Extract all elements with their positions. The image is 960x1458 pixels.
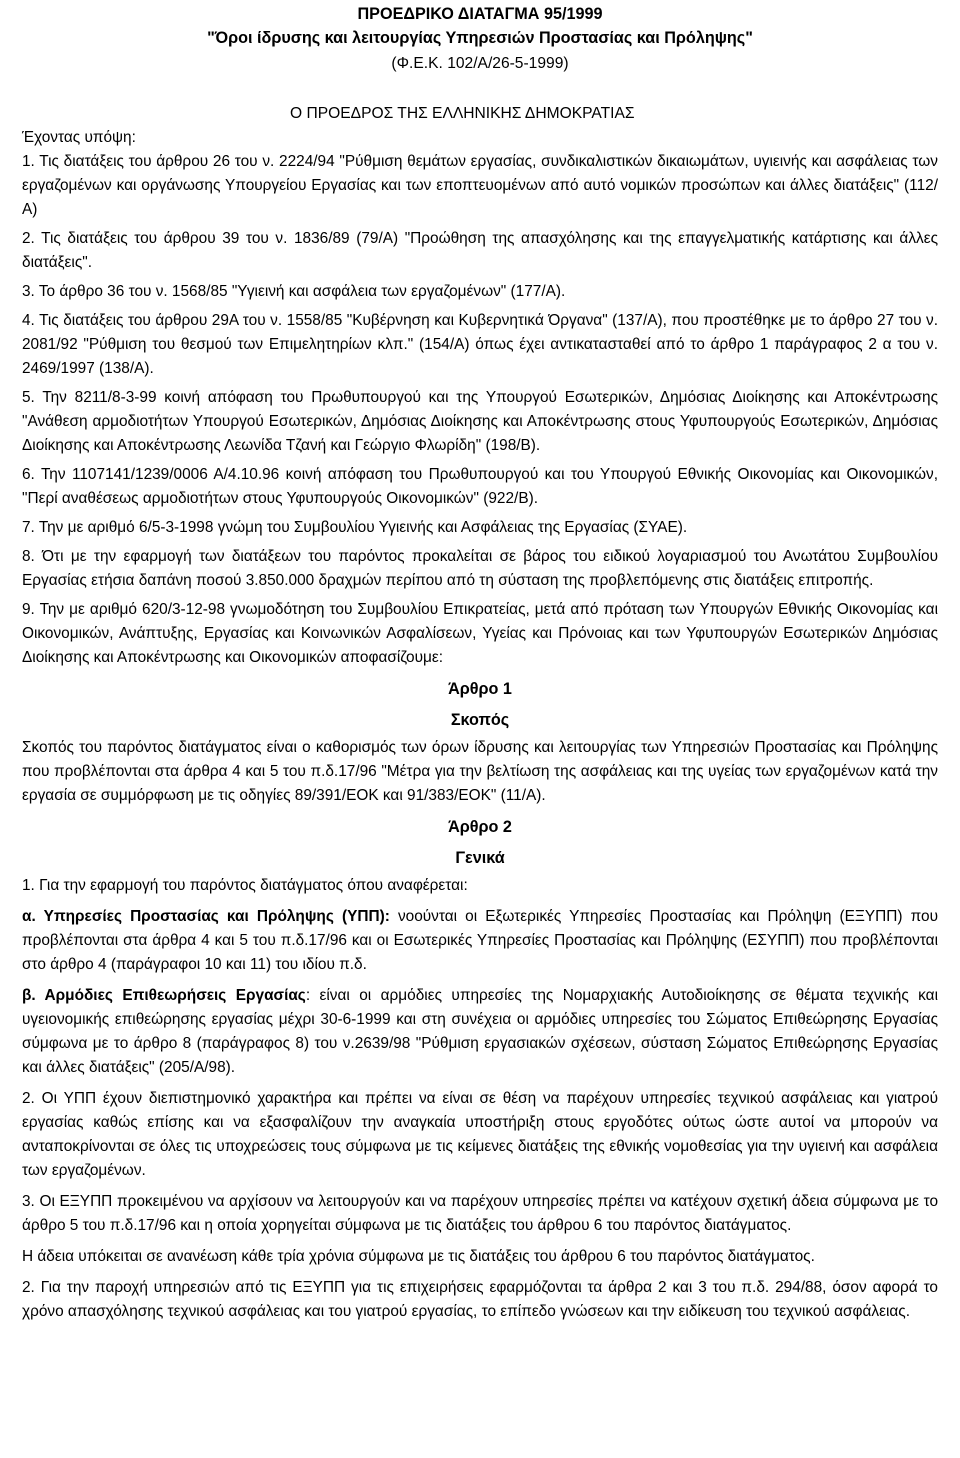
definition-a-text: νοούνται οι Εξωτερικές Υπηρεσίες Προστασίας και Πρόληψη (ΕΞΥΠΠ) που προβλέπονται στα άρθρα 4 και 5 του π.δ.17/96 και οι Εσωτερικές Υπηρεσίες Προστασίας και Πρόληψης (ΕΣΥΠΠ) που προβλέπονται στο άρθρο 4 (παράγραφοι 10 και 11) του ιδίου π.δ. xyxy=(22,908,938,973)
recital-3: 3. Το άρθρο 36 του ν. 1568/85 "Υγιεινή και ασφάλεια των εργαζομένων" (177/Α). xyxy=(22,283,566,300)
decree-title: ΠΡΟΕΔΡΙΚΟ ΔΙΑΤΑΓΜΑ 95/1999 xyxy=(357,5,603,23)
definition-b-term: β. Αρμόδιες Επιθεωρήσεις Εργασίας xyxy=(22,987,306,1004)
article-2-title: Γενικά xyxy=(455,849,505,867)
recital-2: 2. Τις διατάξεις του άρθρου 39 του ν. 1836/89 (79/Α) "Προώθηση της απασχόλησης και της επαγγελματικής κατάρτισης και άλλες διατάξεις". xyxy=(22,230,938,271)
article-2-paragraph-2: 2. Οι ΥΠΠ έχουν διεπιστημονικό χαρακτήρα και πρέπει να είναι σε θέση να παρέχουν υπηρεσίες τεχνικού ασφάλειας και γιατρού εργασίας καθώς επίσης και να εξασφαλίζουν την αναγκαία υποστήριξη στους εργοδότες ούτως ώστε αυτοί να μπορούν να ανταποκρίνονται σε όλες τις υποχρεώσεις τους σύμφωνα με τις κείμενες διατάξεις της εθνικής νομοθεσίας για την υγιεινή και ασφάλεια των εργαζομένων. xyxy=(22,1090,938,1179)
article-1-number: Άρθρο 1 xyxy=(448,680,512,698)
definition-a xyxy=(22,905,938,977)
recital-6: 6. Την 1107141/1239/0006 Α/4.10.96 κοινή απόφαση του Πρωθυπουργού και του Υπουργού Εθνικής Οικονομίας και Οικονομικών, "Περί αναθέσεως αρμοδιοτήτων στους Υφυπουργούς Οικονομικών" (922/Β). xyxy=(22,466,938,507)
president-heading: Ο ΠΡΟΕΔΡΟΣ ΤΗΣ ΕΛΛΗΝΙΚΗΣ ΔΗΜΟΚΡΑΤΙΑΣ xyxy=(290,105,635,122)
article-2-paragraph-4: 2. Για την παροχή υπηρεσιών από τις ΕΞΥΠΠ για τις επιχειρήσεις εφαρμόζονται τα άρθρα 2 και 3 του π.δ. 294/88, όσον αφορά το χρόνο απασχόλησης τεχνικού ασφάλειας και του γιατρού εργασίας, το επίπεδο γνώσεων και την ειδίκευση του τεχνικού ασφάλειας. xyxy=(22,1279,938,1320)
article-2-number: Άρθρο 2 xyxy=(448,818,512,836)
definition-b xyxy=(22,984,938,1080)
recital-8: 8. Ότι με την εφαρμογή των διατάξεων του παρόντος προκαλείται σε βάρος του ειδικού λογαριασμού του Ανωτάτου Συμβουλίου Εργασίας ετήσια δαπάνη ποσού 3.850.000 δραχμών περίπου από τη σύσταση της προβλεπόμενης στις διατάξεις επιτροπής. xyxy=(22,548,938,589)
article-2-paragraph-3: 3. Οι ΕΞΥΠΠ προκειμένου να αρχίσουν να λειτουργούν και να παρέχουν υπηρεσίες πρέπει να κατέχουν σχετική άδεια σύμφωνα με το άρθρο 5 του π.δ.17/96 και η οποία χορηγείται σύμφωνα με τις διατάξεις του άρθρου 6 του παρόντος διατάγματος. xyxy=(22,1193,938,1234)
definition-b-text: : είναι οι αρμόδιες υπηρεσίες της Νομαρχιακής Αυτοδιοίκησης σε θέματα τεχνικής και υγειονομικής επιθεώρησης εργασίας μέχρι 30-6-1999 και στη συνέχεια οι αρμόδιες υπηρεσίες του Σώματος Επιθεώρησης Εργασίας σύμφωνα με το άρθρο 8 (παράγραφος 8) του ν.2639/98 "Ρύθμιση εργασιακών σχέσεων, σύσταση Σώματος Επιθεώρησης Εργασίας και άλλες διατάξεις" (205/Α/98). xyxy=(22,987,938,1076)
article-2-paragraph-3b: Η άδεια υπόκειται σε ανανέωση κάθε τρία χρόνια σύμφωνα με τις διατάξεις του άρθρου 6 του παρόντος διατάγματος. xyxy=(22,1248,815,1265)
definition-a-term: α. Υπηρεσίες Προστασίας και Πρόληψης (ΥΠΠ): xyxy=(22,908,390,925)
recital-4: 4. Τις διατάξεις του άρθρου 29Α του ν. 1558/85 "Κυβέρνηση και Κυβερνητικά Όργανα" (137/Α), που προστέθηκε με το άρθρο 27 του ν. 2081/92 "Ρύθμιση του θεσμού των Επιμελητηρίων κλπ." (154/Α) όπως έχει αντικατασταθεί από το άρθρο 1 παράγραφος 2 α του ν. 2469/1997 (138/Α). xyxy=(22,312,938,377)
having-regard-label: Έχοντας υπόψη: xyxy=(22,129,136,146)
recital-9: 9. Την με αριθμό 620/3-12-98 γνωμοδότηση του Συμβουλίου Επικρατείας, μετά από πρόταση των Υπουργών Εθνικής Οικονομίας και Οικονομικών, Ανάπτυξης, Εργασίας και Κοινωνικών Ασφαλίσεων, Υγείας και Πρόνοιας και των Υφυπουργών Εσωτερικών Δημόσιας Διοίκησης και Αποκέντρωσης και Οικονομικών αποφασίζουμε: xyxy=(22,601,938,666)
recital-7: 7. Την με αριθμό 6/5-3-1998 γνώμη του Συμβουλίου Υγιεινής και Ασφάλειας της Εργασίας (ΣΥΑΕ). xyxy=(22,519,688,536)
article-1-text: Σκοπός του παρόντος διατάγματος είναι ο καθορισμός των όρων ίδρυσης και λειτουργίας των Υπηρεσιών Προστασίας και Πρόληψης που προβλέπονται στα άρθρα 4 και 5 του π.δ.17/96 "Μέτρα για την βελτίωση της ασφάλειας και της υγείας των εργαζομένων κατά την εργασία σε συμμόρφωση με τις οδηγίες 89/391/ΕΟΚ και 91/383/ΕΟΚ" (11/Α). xyxy=(22,739,938,804)
article-2-intro: 1. Για την εφαρμογή του παρόντος διατάγματος όπου αναφέρεται: xyxy=(22,877,468,894)
article-1-title: Σκοπός xyxy=(450,711,510,729)
recital-1: 1. Τις διατάξεις του άρθρου 26 του ν. 2224/94 "Ρύθμιση θεμάτων εργασίας, συνδικαλιστικών δικαιωμάτων, υγιεινής και ασφάλειας των εργαζομένων και οργάνωσης Υπουργείου Εργασίας και των εποπτευομένων από αυτό νομικών προσώπων και άλλες διατάξεις" (112/Α) xyxy=(22,153,938,218)
recital-5: 5. Την 8211/8-3-99 κοινή απόφαση του Πρωθυπουργού και της Υπουργού Εσωτερικών, Δημόσιας Διοίκησης και Αποκέντρωσης "Ανάθεση αρμοδιοτήτων Υπουργού Εσωτερικών, Δημόσιας Διοίκησης και Αποκέντρωσης στους Υφυπουργούς Εσωτερικών, Δημόσιας Διοίκησης και Αποκέντρωσης Λεωνίδα Τζανή και Γεώργιο Φλωρίδη" (198/Β). xyxy=(22,389,938,454)
gazette-reference: (Φ.Ε.Κ. 102/Α/26-5-1999) xyxy=(391,55,569,72)
decree-subject: "Όροι ίδρυσης και λειτουργίας Υπηρεσιών Προστασίας και Πρόληψης" xyxy=(207,29,753,47)
